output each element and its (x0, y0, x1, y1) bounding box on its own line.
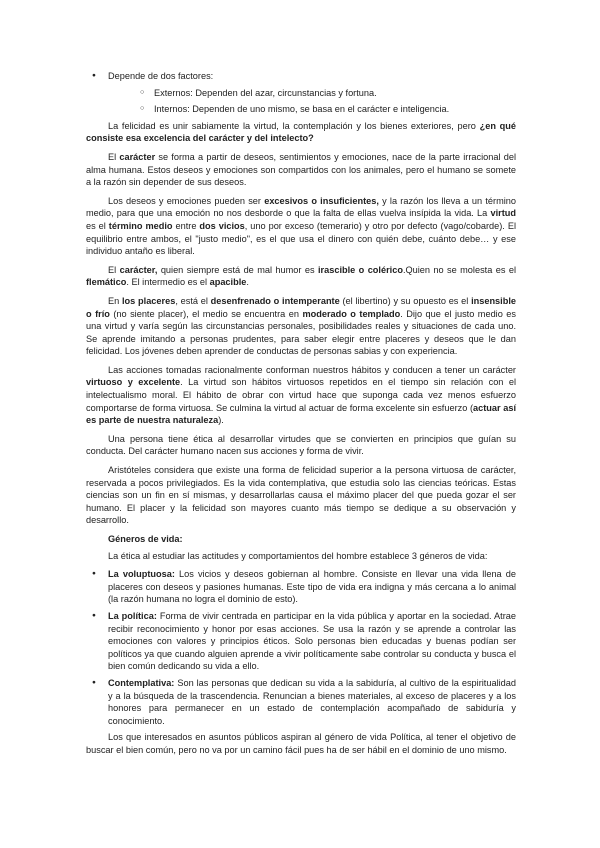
paragraph-generos: La ética al estudiar las actitudes y comportamientos del hombre establece 3 géneros de vida: (108, 550, 488, 561)
paragraph-etica: Una persona tiene ética al desarrollar virtudes que se convierten en principios que guían su conducta. Del carácter humano nacen sus acciones y forma de vivir. (86, 433, 516, 457)
sublist-item-internal: ○ Internos: Dependen de uno mismo, se basa en el carácter e inteligencia. (108, 103, 516, 116)
paragraph-deseos: Los deseos y emociones pueden ser excesivos o insuficientes, y la razón los lleva a un término medio, para que una emoción no nos desborde o que la falta de ellas vuelva insípida la vida. La virtud es el término medio entre dos vicios, uno por exceso (temerario) y otro por defecto (vago/cobarde). El equilibrio entre ambos, el "justo medio", es el que usa el dinero con quién debe, cuánto debe… y ese individuo antaño es liberal. (86, 195, 516, 257)
genres-list (86, 568, 516, 727)
document-page (86, 70, 516, 763)
paragraph-caracter: El carácter se forma a partir de deseos, sentimientos y emociones, nace de la parte irracional del alma humana. Estos deseos y emociones son compartidos con los animales, pero el humano se somete a la razón sin depender de sus deseos. (86, 151, 516, 188)
paragraph-habitos: Las acciones tomadas racionalmente conforman nuestros hábitos y conducen a tener un carácter virtuoso y excelente. La virtud son hábitos virtuosos repetidos en el tiempo sin relación con el intelectualismo moral. El hábito de obrar con virtud hace que suponga cada vez menos esfuerzo comportarse de forma virtuosa. Se culmina la virtud al actuar de forma excelente sin esfuerzo (actuar así es parte de nuestra naturaleza). (86, 364, 517, 426)
paragraph-temperamento: El carácter, quien siempre está de mal humor es irascible o colérico.Quien no se molesta es el flemático. El intermedio es el apacible. (86, 264, 516, 288)
factors-sublist (108, 87, 516, 116)
paragraph-felicidad: La felicidad es unir sabiamente la virtud, la contemplación y los bienes exteriores, pero ¿en qué consiste esa excelencia del carácter y del intelecto? (86, 120, 516, 144)
genre-item-contemplativa: ● Contemplativa: Son las personas que dedican su vida a la sabiduría, al cultivo de la espiritualidad y a la búsqueda de la trascendencia. Renuncian a bienes materiales, al exceso de placeres y a los honores para permanecer en un estado de contemplación acompañado de sabiduría y conocimiento. (86, 677, 516, 727)
list-item-text: Depende de dos factores: (108, 71, 214, 81)
factors-list (86, 70, 516, 116)
genre-item-voluptuosa: ● La voluptuosa: Los vicios y deseos gobiernan al hombre. Consiste en llevar una vida llena de placeres con deseos y pasiones humanas. Este tipo de vida era indigna y más cercana a lo animal (la razón humana no logra el dominio de esto). (86, 568, 516, 606)
list-item (86, 70, 516, 116)
paragraph-aristoteles: Aristóteles considera que existe una forma de felicidad superior a la persona virtuosa de carácter, reservada a pocos privilegiados. Es la vida contemplativa, que estudia solo las ciencias teóricas. Estas ciencias son un fin en sí mismas, y desarrollarlas causa el máximo placer del que pueda gozar el ser humano. El placer y la felicidad son mayores cuanto más tiempo se dedique a su observación y desarrollo. (86, 465, 516, 526)
genre-item-politica: ● La política: Forma de vivir centrada en participar en la vida pública y aportar en la sociedad. Atrae recibir reconocimiento y honor por esas acciones. Se usa la razón y se aprende a controlar las emociones con valores y principios éticos. Solo personas bien educadas y buenas podían ser políticos ya que cuando alguien aprende a vivir políticamente sabe controlar su conducta y busca el bien común dedicando su vida a ello. (86, 610, 516, 673)
paragraph-politica-final: Los que interesados en asuntos públicos aspiran al género de vida Política, al tener el objetivo de buscar el bien común, pero no va por un camino fácil pues ha de ser hábil en el dominio de uno mismo. (86, 732, 516, 755)
sublist-item-external: ○ Externos: Dependen del azar, circunstancias y fortuna. (108, 87, 516, 100)
paragraph-placeres: En los placeres, está el desenfrenado o intemperante (el libertino) y su opuesto es el insensible o frío (no siente placer), el medio se encuentra en moderado o templado. Dijo que el justo medio es una virtud y varía según las circunstancias personales, posibilidades reales y situaciones de cada uno. Se aprende imitando a personas prudentes, para saber elegir entre placeres y deseos que le dan felicidad. Los jóvenes deben aprender de conductas de personas sabias y con experiencia. (86, 295, 517, 357)
section-heading: Géneros de vida: (108, 534, 183, 544)
